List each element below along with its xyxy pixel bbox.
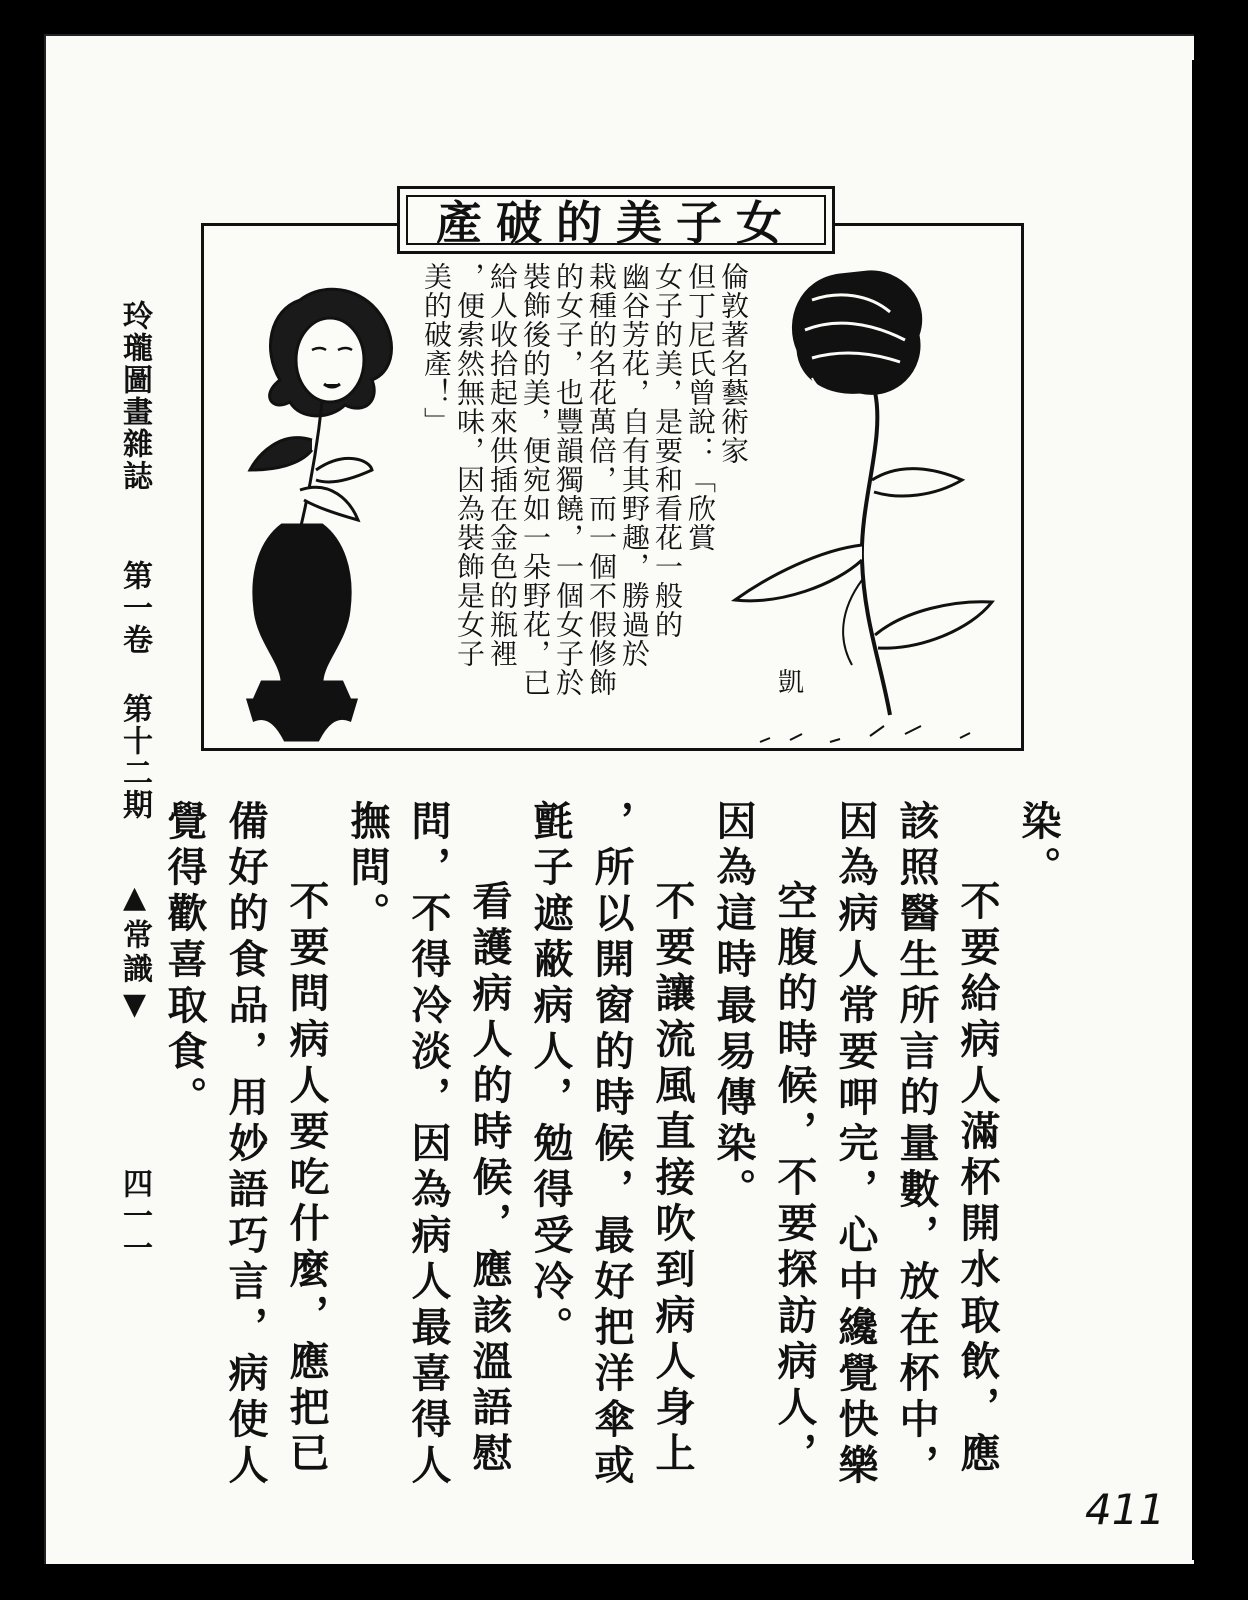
article-column: 問，不得冷淡，因為病人最喜得人 bbox=[405, 800, 452, 1490]
caption-line: 但丁尼氏曾說：「欣賞 bbox=[684, 262, 717, 552]
caption-line: 幽谷芳花，自有其野趣，勝過於 bbox=[618, 262, 651, 668]
cartoon-caption bbox=[395, 262, 750, 712]
caption-line: 的女子，也豐韻獨饒，一個女子於 bbox=[552, 262, 585, 697]
article-column: 不要讓流風直接吹到病人身上 bbox=[649, 880, 696, 1478]
handwritten-page-number: 411 bbox=[1085, 1485, 1166, 1534]
article-column: 看護病人的時候，應該溫語慰 bbox=[466, 880, 513, 1478]
article-column: 備好的食品，用妙語巧言，病使人 bbox=[222, 800, 269, 1490]
article-column: 不要問病人要吃什麼，應把已 bbox=[283, 880, 330, 1478]
caption-line: 美的破產！」 bbox=[420, 262, 453, 436]
article-column: 因為這時最易傳染。 bbox=[710, 800, 757, 1214]
article-column: 撫問。 bbox=[344, 800, 391, 938]
caption-line: 倫敦著名藝術家 bbox=[717, 262, 750, 465]
volume-issue: 第一卷 第十二期 bbox=[117, 560, 152, 821]
article-column: 因為病人常要呷完，心中纔覺快樂 bbox=[832, 800, 879, 1490]
article-column: 覺得歡喜取食。 bbox=[161, 800, 208, 1122]
caption-line: 女子的美，是要和看花一般的 bbox=[651, 262, 684, 639]
article-column: 不要給病人滿杯開水取飲，應 bbox=[954, 880, 1001, 1478]
rose-flower bbox=[735, 272, 992, 742]
cartoon-title-inner bbox=[406, 195, 826, 250]
page-number: 四一一 bbox=[117, 1168, 152, 1264]
caption-line: ，便索然無味，因為裝飾是女子 bbox=[453, 262, 486, 668]
magazine-title: 玲瓏圖畫雜誌 bbox=[117, 300, 152, 492]
cartoon-title: 女子美的破產 bbox=[436, 196, 796, 250]
caption-line: 給人收拾起來供插在金色的瓶裡 bbox=[486, 262, 519, 668]
cartoon-title-box bbox=[397, 186, 835, 254]
article-column: ，所以開窗的時候，最好把洋傘或 bbox=[588, 800, 635, 1490]
article-column: 該照醫生所言的量數，放在杯中， bbox=[893, 800, 940, 1490]
caption-line: 裝飾後的美，便宛如一朵野花，已 bbox=[519, 262, 552, 697]
section-label: ▲常識▼ bbox=[117, 880, 152, 1026]
article-column: 氈子遮蔽病人，勉得受冷。 bbox=[527, 800, 574, 1352]
caption-line: 栽種的名花萬倍，而一個不假修飾 bbox=[585, 262, 618, 697]
article-column: 空腹的時候，不要探訪病人， bbox=[771, 880, 818, 1478]
article-column: 染。 bbox=[1015, 800, 1062, 892]
artist-signature: 凱 bbox=[778, 668, 805, 698]
vase-flower-woman bbox=[248, 289, 392, 740]
